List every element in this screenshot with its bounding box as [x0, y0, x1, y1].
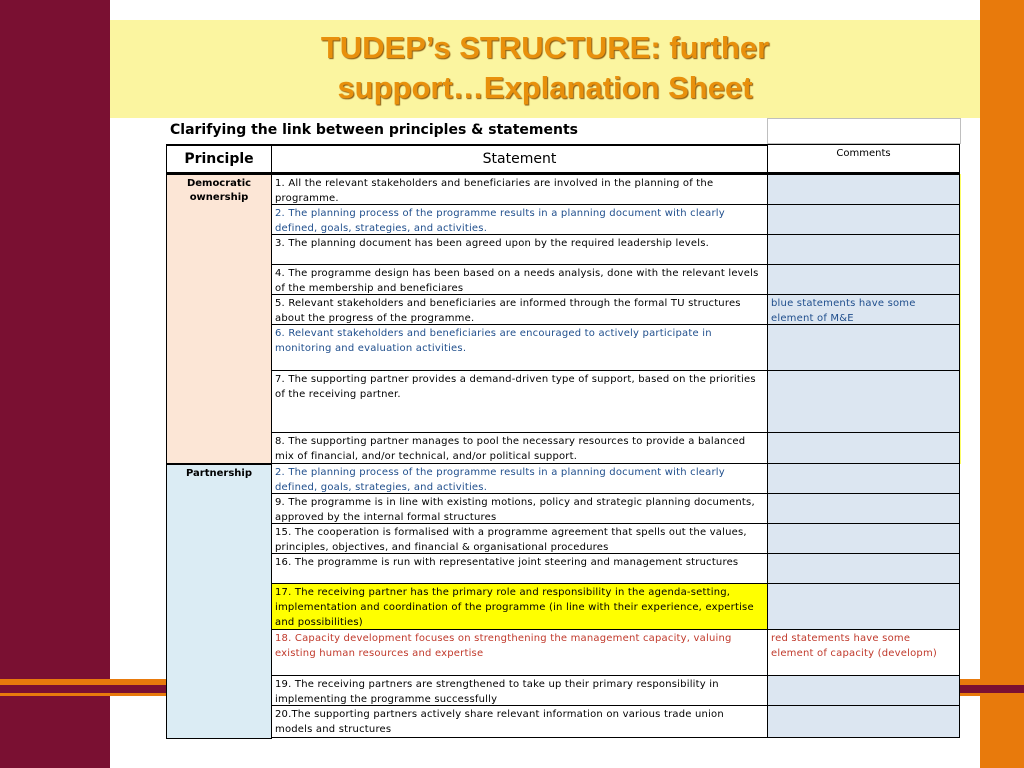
comment-cell: [767, 583, 960, 630]
comment-cell: [767, 463, 960, 494]
statement-cell: 6. Relevant stakeholders and beneficiaries are encouraged to actively participate in monitoring and evaluation activities.: [271, 324, 768, 371]
statement-cell: 2. The planning process of the programme results in a planning document with clearly defined, goals, strategies, and activities.: [271, 463, 768, 494]
right-decorative-band: [980, 0, 1024, 768]
statement-cell: 8. The supporting partner manages to pool the necessary resources to provide a balanced mix of financial, and/or technical, and/or political support.: [271, 432, 768, 464]
header-comments: [767, 144, 960, 174]
header-comments-label: Comments: [836, 148, 891, 159]
table-caption: Clarifying the link between principles & statements: [170, 122, 578, 138]
caption-empty-cell: [767, 118, 961, 144]
statement-cell: 16. The programme is run with representative joint steering and management structures: [271, 553, 768, 584]
principle-partnership: Partnership: [166, 464, 272, 739]
statement-cell: 4. The programme design has been based on a needs analysis, done with the relevant levels of the membership and beneficiares: [271, 264, 768, 295]
comment-cell: red statements have some element of capacity (developm): [767, 629, 960, 676]
comment-cell: [767, 324, 960, 371]
comment-cell: [767, 705, 960, 738]
table-caption-row: [166, 118, 960, 144]
left-decorative-band: [0, 0, 110, 768]
comment-cell: blue statements have some element of M&E: [767, 294, 960, 325]
comment-cell: [767, 523, 960, 554]
statement-cell: 3. The planning document has been agreed upon by the required leadership levels.: [271, 234, 768, 265]
principle-democratic-ownership: Democratic ownership: [166, 174, 272, 464]
comment-cell: [767, 493, 960, 524]
header-statement-label: Statement: [482, 151, 557, 167]
comment-cell: [767, 432, 960, 464]
statement-cell: 15. The cooperation is formalised with a programme agreement that spells out the values, principles, objectives, and financial & organisational procedures: [271, 523, 768, 554]
statement-cell: 1. All the relevant stakeholders and beneficiaries are involved in the planning of the programme.: [271, 174, 768, 205]
header-principle: [166, 144, 272, 174]
comment-cell: [767, 370, 960, 433]
statement-cell-highlighted: 17. The receiving partner has the primary role and responsibility in the agenda-setting, implementation and coordination of the programme (in line with their experience, expertise and possibilities): [271, 583, 768, 630]
header-principle-label: Principle: [184, 151, 254, 167]
comment-cell: [767, 553, 960, 584]
statement-cell: 18. Capacity development focuses on strengthening the management capacity, valuing existing human resources and expertise: [271, 629, 768, 676]
comment-cell: [767, 675, 960, 706]
statement-cell: 7. The supporting partner provides a demand-driven type of support, based on the priorities of the receiving partner.: [271, 370, 768, 433]
slide-title-line-1: TUDEP’s STRUCTURE: further: [320, 30, 770, 65]
statement-cell: 5. Relevant stakeholders and beneficiaries are informed through the formal TU structures about the progress of the programme.: [271, 294, 768, 325]
comment-cell: [767, 264, 960, 295]
slide-title: [110, 28, 980, 108]
comment-cell: [767, 204, 960, 235]
statement-cell: 2. The planning process of the programme results in a planning document with clearly defined, goals, strategies, and activities.: [271, 204, 768, 235]
statement-cell: 20.The supporting partners actively share relevant information on various trade union models and structures: [271, 705, 768, 738]
statement-cell: 19. The receiving partners are strengthened to take up their primary responsibility in implementing the programme successfully: [271, 675, 768, 706]
header-statement: [271, 144, 768, 174]
statement-cell: 9. The programme is in line with existing motions, policy and strategic planning documents, approved by the internal formal structures: [271, 493, 768, 524]
comment-cell: [767, 234, 960, 265]
slide-title-line-2: support…Explanation Sheet: [337, 70, 753, 105]
explanation-sheet-table: [166, 118, 960, 738]
comment-cell: [767, 174, 960, 205]
